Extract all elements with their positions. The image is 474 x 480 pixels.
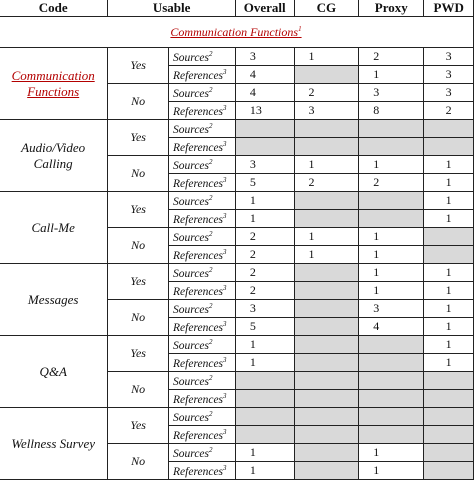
overall-value-cell: 1 — [235, 354, 294, 372]
proxy-value-cell: 1 — [359, 444, 424, 462]
table-row — [0, 336, 474, 354]
cg-value-cell: 1 — [294, 48, 359, 66]
code-cell: Q&A — [0, 336, 108, 408]
measure-cell — [169, 408, 236, 426]
cg-value-cell — [294, 138, 359, 156]
code-cell: Wellness Survey — [0, 408, 108, 480]
cg-value-cell: 2 — [294, 84, 359, 102]
section-title-link[interactable] — [170, 25, 301, 39]
cg-value-cell — [294, 300, 359, 318]
measure-cell — [169, 84, 236, 102]
pwd-value-cell: 3 — [424, 84, 474, 102]
measure-footnote-marker: 3 — [223, 67, 227, 76]
measure-label: References — [173, 357, 224, 370]
cg-value-cell: 1 — [294, 156, 359, 174]
pwd-value-cell — [424, 372, 474, 390]
table-row — [0, 408, 474, 426]
measure-cell — [169, 210, 236, 228]
cg-value-cell: 1 — [294, 228, 359, 246]
code-cell: Call-Me — [0, 192, 108, 264]
overall-value-cell: 4 — [235, 66, 294, 84]
pwd-value-cell: 1 — [424, 354, 474, 372]
header-pwd: PWD — [424, 0, 474, 17]
overall-value-cell — [235, 120, 294, 138]
cg-value-cell — [294, 354, 359, 372]
overall-value-cell — [235, 426, 294, 444]
overall-value-cell: 1 — [235, 462, 294, 480]
measure-label: Sources — [173, 411, 209, 424]
measure-label: References — [173, 249, 224, 262]
proxy-value-cell: 1 — [359, 264, 424, 282]
usable-cell: Yes — [108, 48, 169, 84]
header-code: Code — [0, 0, 108, 17]
measure-label: Sources — [173, 375, 209, 388]
measure-cell — [169, 228, 236, 246]
pwd-value-cell: 1 — [424, 174, 474, 192]
measure-footnote-marker: 2 — [209, 85, 213, 94]
code-cell: Audio/Video Calling — [0, 120, 108, 192]
cg-value-cell — [294, 426, 359, 444]
section-cell — [0, 17, 474, 48]
measure-footnote-marker: 3 — [223, 175, 227, 184]
measure-cell — [169, 48, 236, 66]
proxy-value-cell — [359, 426, 424, 444]
proxy-value-cell: 2 — [359, 174, 424, 192]
measure-footnote-marker: 3 — [223, 211, 227, 220]
measure-label: Sources — [173, 195, 209, 208]
proxy-value-cell: 1 — [359, 282, 424, 300]
measure-footnote-marker: 2 — [209, 121, 213, 130]
measure-label: Sources — [173, 51, 209, 64]
code-cell: Messages — [0, 264, 108, 336]
measure-footnote-marker: 3 — [223, 463, 227, 472]
measure-cell — [169, 372, 236, 390]
proxy-value-cell — [359, 390, 424, 408]
measure-label: Sources — [173, 447, 209, 460]
measure-label: References — [173, 285, 224, 298]
measure-label: Sources — [173, 303, 209, 316]
proxy-value-cell: 2 — [359, 48, 424, 66]
proxy-value-cell: 3 — [359, 300, 424, 318]
measure-label: References — [173, 105, 224, 118]
header-row — [0, 0, 474, 17]
usable-cell: No — [108, 300, 169, 336]
overall-value-cell: 5 — [235, 318, 294, 336]
cg-value-cell — [294, 282, 359, 300]
header-usable: Usable — [108, 0, 235, 17]
proxy-value-cell: 1 — [359, 462, 424, 480]
proxy-value-cell — [359, 354, 424, 372]
measure-cell — [169, 174, 236, 192]
proxy-value-cell — [359, 408, 424, 426]
cg-value-cell — [294, 390, 359, 408]
measure-footnote-marker: 3 — [223, 283, 227, 292]
measure-footnote-marker: 3 — [223, 355, 227, 364]
usable-cell: Yes — [108, 336, 169, 372]
measure-footnote-marker: 2 — [209, 409, 213, 418]
cg-value-cell — [294, 210, 359, 228]
header-cg: CG — [294, 0, 359, 17]
cg-value-cell — [294, 120, 359, 138]
measure-label: References — [173, 321, 224, 334]
measure-cell — [169, 336, 236, 354]
usable-cell: No — [108, 444, 169, 480]
measure-label: References — [173, 429, 224, 442]
measure-label: References — [173, 213, 224, 226]
measure-cell — [169, 264, 236, 282]
cg-value-cell — [294, 264, 359, 282]
measure-label: References — [173, 465, 224, 478]
proxy-value-cell — [359, 192, 424, 210]
measure-cell — [169, 282, 236, 300]
measure-cell — [169, 318, 236, 336]
measure-cell — [169, 462, 236, 480]
measure-footnote-marker: 3 — [223, 139, 227, 148]
measure-label: References — [173, 393, 224, 406]
proxy-value-cell: 8 — [359, 102, 424, 120]
measure-footnote-marker: 2 — [209, 157, 213, 166]
pwd-value-cell — [424, 444, 474, 462]
usable-cell: Yes — [108, 192, 169, 228]
measure-footnote-marker: 2 — [209, 49, 213, 58]
overall-value-cell: 1 — [235, 336, 294, 354]
overall-value-cell: 2 — [235, 246, 294, 264]
measure-label: Sources — [173, 159, 209, 172]
overall-value-cell: 3 — [235, 156, 294, 174]
measure-label: References — [173, 141, 224, 154]
measure-label: References — [173, 177, 224, 190]
cg-value-cell: 3 — [294, 102, 359, 120]
measure-cell — [169, 354, 236, 372]
measure-footnote-marker: 3 — [223, 391, 227, 400]
measure-label: Sources — [173, 123, 209, 136]
measure-footnote-marker: 3 — [223, 319, 227, 328]
cg-value-cell — [294, 444, 359, 462]
measure-cell — [169, 300, 236, 318]
usable-cell: No — [108, 372, 169, 408]
measure-cell — [169, 192, 236, 210]
pwd-value-cell: 1 — [424, 336, 474, 354]
measure-cell — [169, 66, 236, 84]
overall-value-cell — [235, 390, 294, 408]
overall-value-cell: 1 — [235, 444, 294, 462]
table-row — [0, 192, 474, 210]
usable-cell: No — [108, 228, 169, 264]
pwd-value-cell: 1 — [424, 318, 474, 336]
measure-footnote-marker: 3 — [223, 103, 227, 112]
pwd-value-cell: 3 — [424, 66, 474, 84]
measure-label: Sources — [173, 339, 209, 352]
measure-cell — [169, 246, 236, 264]
measure-footnote-marker: 2 — [209, 301, 213, 310]
section-row — [0, 17, 474, 48]
cg-value-cell — [294, 336, 359, 354]
measure-cell — [169, 390, 236, 408]
pwd-value-cell — [424, 408, 474, 426]
overall-value-cell: 2 — [235, 264, 294, 282]
pwd-value-cell: 1 — [424, 300, 474, 318]
code-cell[interactable]: Communication Functions — [0, 48, 108, 120]
proxy-value-cell: 1 — [359, 228, 424, 246]
overall-value-cell — [235, 138, 294, 156]
proxy-value-cell — [359, 138, 424, 156]
pwd-value-cell — [424, 138, 474, 156]
header-overall: Overall — [235, 0, 294, 17]
proxy-value-cell — [359, 120, 424, 138]
measure-label: References — [173, 69, 224, 82]
measure-footnote-marker: 2 — [209, 229, 213, 238]
measure-cell — [169, 138, 236, 156]
pwd-value-cell — [424, 426, 474, 444]
pwd-value-cell — [424, 462, 474, 480]
measure-label: Sources — [173, 87, 209, 100]
proxy-value-cell: 1 — [359, 246, 424, 264]
overall-value-cell: 13 — [235, 102, 294, 120]
measure-footnote-marker: 3 — [223, 427, 227, 436]
overall-value-cell: 2 — [235, 282, 294, 300]
proxy-value-cell — [359, 372, 424, 390]
pwd-value-cell: 3 — [424, 48, 474, 66]
overall-value-cell: 5 — [235, 174, 294, 192]
cg-value-cell: 2 — [294, 174, 359, 192]
measure-footnote-marker: 2 — [209, 445, 213, 454]
table-row — [0, 48, 474, 66]
cg-value-cell — [294, 408, 359, 426]
usable-cell: Yes — [108, 120, 169, 156]
table-row — [0, 264, 474, 282]
overall-value-cell: 3 — [235, 300, 294, 318]
pwd-value-cell: 1 — [424, 210, 474, 228]
measure-footnote-marker: 3 — [223, 247, 227, 256]
measure-footnote-marker: 2 — [209, 337, 213, 346]
proxy-value-cell — [359, 210, 424, 228]
proxy-value-cell — [359, 336, 424, 354]
pwd-value-cell: 1 — [424, 192, 474, 210]
section-footnote-marker: 1 — [298, 24, 302, 33]
usable-cell: Yes — [108, 408, 169, 444]
pwd-value-cell — [424, 390, 474, 408]
overall-value-cell: 1 — [235, 210, 294, 228]
overall-value-cell: 3 — [235, 48, 294, 66]
table-row — [0, 120, 474, 138]
measure-cell — [169, 102, 236, 120]
pwd-value-cell: 1 — [424, 264, 474, 282]
proxy-value-cell: 4 — [359, 318, 424, 336]
header-proxy: Proxy — [359, 0, 424, 17]
overall-value-cell: 2 — [235, 228, 294, 246]
proxy-value-cell: 1 — [359, 156, 424, 174]
measure-cell — [169, 120, 236, 138]
cg-value-cell: 1 — [294, 246, 359, 264]
cg-value-cell — [294, 372, 359, 390]
measure-label: Sources — [173, 231, 209, 244]
pwd-value-cell: 1 — [424, 156, 474, 174]
usable-cell: Yes — [108, 264, 169, 300]
pwd-value-cell — [424, 228, 474, 246]
overall-value-cell — [235, 408, 294, 426]
measure-cell — [169, 444, 236, 462]
overall-value-cell: 1 — [235, 192, 294, 210]
pwd-value-cell: 1 — [424, 282, 474, 300]
pwd-value-cell — [424, 246, 474, 264]
cg-value-cell — [294, 318, 359, 336]
pwd-value-cell — [424, 120, 474, 138]
measure-footnote-marker: 2 — [209, 373, 213, 382]
usable-cell: No — [108, 84, 169, 120]
measure-footnote-marker: 2 — [209, 193, 213, 202]
proxy-value-cell: 1 — [359, 66, 424, 84]
usable-cell: No — [108, 156, 169, 192]
cg-value-cell — [294, 462, 359, 480]
measure-label: Sources — [173, 267, 209, 280]
overall-value-cell — [235, 372, 294, 390]
measure-footnote-marker: 2 — [209, 265, 213, 274]
measure-cell — [169, 426, 236, 444]
section-title: Communication Functions — [170, 24, 299, 39]
pwd-value-cell: 2 — [424, 102, 474, 120]
cg-value-cell — [294, 192, 359, 210]
cg-value-cell — [294, 66, 359, 84]
overall-value-cell: 4 — [235, 84, 294, 102]
proxy-value-cell: 3 — [359, 84, 424, 102]
measure-cell — [169, 156, 236, 174]
